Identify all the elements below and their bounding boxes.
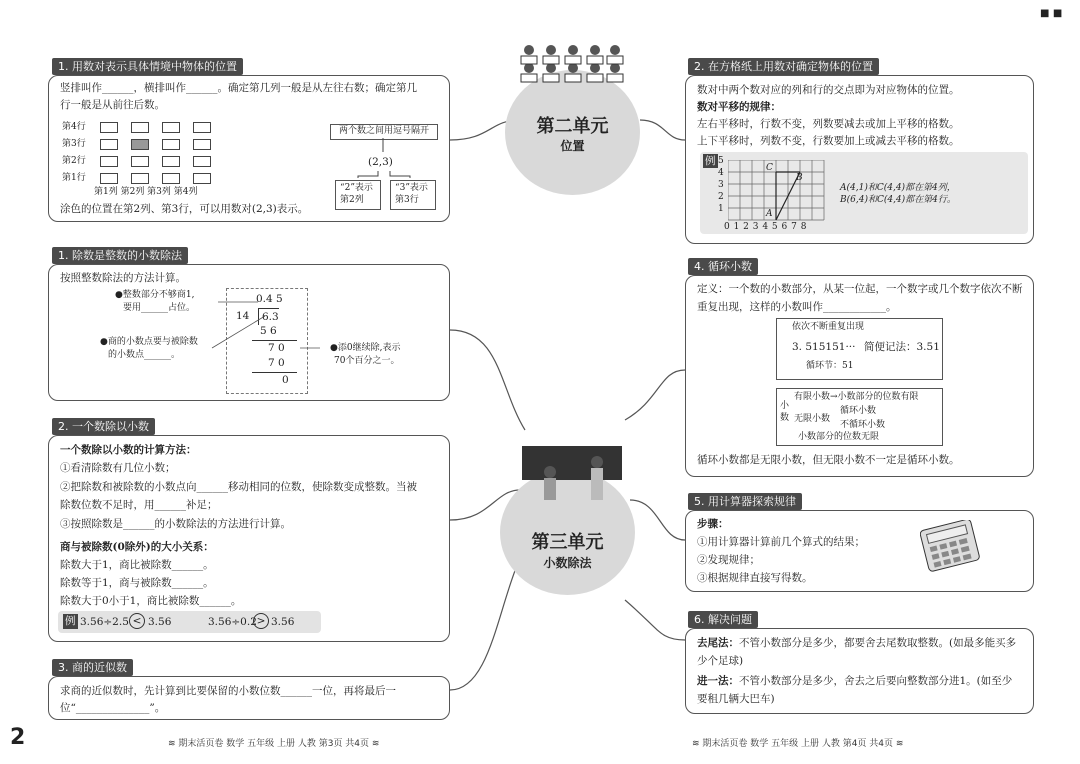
compare-2-right: 3.56 [271,616,295,628]
quotient-relation-2: 除数等于1，商与被除数______。 [60,577,214,589]
dividend: 6.3 [258,308,279,325]
comma-note-box: 两个数之间用逗号隔开 [330,124,438,140]
seat-shaded [131,139,149,150]
calculator-icon [920,520,982,572]
compare-1-sign: < [129,613,145,629]
repeat-number: 3. 515151··· [792,341,856,353]
row-label: 第1行 [62,173,86,183]
calculator-steps-title: 步骤： [697,518,729,530]
approx-line1: 求商的近似数时，先计算到比要保留的小数位数______一位，再将最后一 [60,685,396,697]
section-int-division-tag: 1. 除数是整数的小数除法 [52,247,188,264]
row-label: 第3行 [62,139,86,149]
class-nonrepeating: 不循环小数 [840,420,886,430]
section-problems-tag: 6. 解决问题 [688,611,758,628]
grid-example-badge: 例 [705,155,716,167]
class-repeating: 循环小数 [840,406,877,416]
grid-subtitle: 数对平移的规律： [697,101,781,113]
classroom-illustration [517,42,627,92]
row-label: 第4行 [62,122,86,132]
section-grid-tag: 2. 在方格纸上用数对确定物体的位置 [688,58,879,75]
coordinate-grid [728,160,828,224]
step-3: 7 0 [268,357,285,369]
note-point-1: ●商的小数点要与被除数 [100,337,198,347]
position-line2: 行一般是从前往后数。 [60,99,165,111]
unit3-subtitle: 小数除法 [543,556,592,570]
grid-y-label: 3 [718,180,724,190]
section-repeating-tag: 4. 循环小数 [688,258,758,275]
seat [193,139,211,150]
ceil-method-text-2: 要租几辆大巴车) [697,693,775,705]
seat [162,139,180,150]
ceil-method-title: 进一法： [697,675,739,687]
note-placeholder-2: 要用______占位。 [123,303,196,313]
step-2: 7 0 [268,342,285,354]
decimal-method-1: ①看清除数有几位小数； [60,462,176,474]
repeat-notation: 简便记法：3.51 [864,341,940,353]
page-dots: ■ ■ [1040,8,1063,19]
step-1: 5 6 [260,325,277,337]
pair-arrows [330,138,450,178]
approx-line2: 位“______________”。 [60,702,166,714]
students-icon [517,42,627,92]
floor-method-text-2: 少个足球) [697,655,744,667]
seat [193,173,211,184]
unit3-title: 第三单元 [531,532,604,553]
repeating-def-2: 重复出现，这样的小数叫作____________。 [697,301,897,313]
position-line1: 竖排叫作______，横排叫作______。确定第几列一般是从左往右数；确定第几 [60,82,417,94]
note-point-2: 的小数点______。 [108,350,181,360]
calculator-step-3: ③根据规律直接写得数。 [697,572,813,584]
section-approx-tag: 3. 商的近似数 [52,659,133,676]
divisor: 14 [236,310,250,322]
class-infinite-note: 小数部分的位数无限 [798,432,880,442]
seat [162,156,180,167]
footer-right: ≋ 期末活页卷 数学 五年级 上册 人教 第4页 共4页 ≋ [692,739,904,749]
ceil-method-text: 不管小数部分是多少，舍去之后要向整数部分进1。(如至少 [739,675,1013,687]
floor-method-title: 去尾法： [697,637,739,649]
grid-y-labels [718,155,724,215]
grid-line1: 数对中两个数对应的列和行的交点即为对应物体的位置。 [697,84,960,96]
compare-1-right: 3.56 [148,616,172,628]
unit2-subtitle: 位置 [560,139,585,153]
calculator-step-1: ①用计算器计算前几个算式的结果； [697,536,865,548]
seat [131,156,149,167]
seat [193,156,211,167]
repeat-cycle: 循环节：51 [806,361,854,371]
grid-y-label: 4 [718,168,724,178]
quotient-relation-title: 商与被除数(0除外)的大小关系： [60,541,214,553]
position-summary: 涂色的位置在第2列、第3行，可以用数对(2,3)表示。 [60,203,309,215]
compare-example-badge: 例 [65,615,76,627]
seat [131,173,149,184]
seat [100,173,118,184]
section-decimal-divisor-tag: 2. 一个数除以小数 [52,418,155,435]
class-infinite: 无限小数 [794,414,831,424]
int-division-line1: 按照整数除法的方法计算。 [60,272,186,284]
blackboard-icon [522,442,622,508]
footer-left: ≋ 期末活页卷 数学 五年级 上册 人教 第3页 共4页 ≋ [168,739,380,749]
note-add-zero-1: ●添0继续除,表示 [330,343,401,353]
row-explain-2: 第3行 [395,195,419,205]
class-root-2: 数 [780,413,790,423]
note-add-zero-2: 70个百分之一。 [334,356,400,366]
section-calculator-tag: 5. 用计算器探索规律 [688,493,802,510]
seat [162,122,180,133]
col-explain-2: 第2列 [340,195,364,205]
quotient: 0.4 5 [256,293,283,305]
grid-line3: 上下平移时，列数不变，行数要加上或减去平移的格数。 [697,135,960,147]
repeating-def-1: 定义：一个数的小数部分，从某一位起，一个数字或几个数字依次不断 [697,283,1023,295]
column-labels: 第1列 第2列 第3列 第4列 [94,187,198,197]
grid-y-label: 5 [718,156,724,166]
point-a: A [766,209,773,219]
page-number: 2 [10,725,26,750]
grid-y-label: 1 [718,204,724,214]
repeat-label: 依次不断重复出现 [792,322,865,332]
decimal-method-4: ③按照除数是______的小数除法的方法进行计算。 [60,518,291,530]
seat [162,173,180,184]
compare-2-sign: > [253,613,269,629]
floor-method-text: 不管小数部分是多少，都要舍去尾数取整数。(如最多能买多 [739,637,1017,649]
grid-y-label: 2 [718,192,724,202]
seat [100,122,118,133]
compare-1-left: 3.56÷2.5 [80,616,129,628]
decimal-method-3: 除数位数不足时，用______补足； [60,499,218,511]
division-pointers [200,298,320,358]
pair-example: (2,3) [368,156,393,168]
row-explain-1: “3”表示 [395,183,428,193]
quotient-relation-1: 除数大于1，商比被除数______。 [60,559,214,571]
decimal-method-title: 一个数除以小数的计算方法： [60,444,197,456]
point-c: C [766,163,773,173]
seat [100,156,118,167]
grid-line2: 左右平移时，行数不变，列数要减去或加上平移的格数。 [697,118,960,130]
class-root-1: 小 [780,401,790,411]
seat [193,122,211,133]
note-placeholder-1: ●整数部分不够商1, [115,290,195,300]
col-explain-1: “2”表示 [340,183,373,193]
repeating-summary: 循环小数都是无限小数，但无限小数不一定是循环小数。 [697,454,960,466]
compare-2-left: 3.56÷0.2 [208,616,257,628]
teacher-illustration [522,442,622,508]
grid-note2: B(6,4)和C(4,4)都在第4行。 [840,195,956,205]
quotient-relation-3: 除数大于0小于1，商比被除数______。 [60,595,242,607]
seat [100,139,118,150]
seat [131,122,149,133]
grid-x-labels: 0 1 2 3 4 5 6 7 8 [724,222,807,232]
division-rule [252,372,297,373]
point-b: B [796,173,803,183]
unit2-title: 第二单元 [536,116,609,137]
grid-note1: A(4,1)和C(4,4)都在第4列， [840,183,956,193]
row-label: 第2行 [62,156,86,166]
calculator-step-2: ②发现规律； [697,554,760,566]
section-position-tag: 1. 用数对表示具体情境中物体的位置 [52,58,243,75]
decimal-method-2: ②把除数和被除数的小数点向______移动相同的位数，使除数变成整数。当被 [60,481,417,493]
step-4: 0 [282,374,289,386]
class-finite: 有限小数→小数部分的位数有限 [794,392,919,402]
